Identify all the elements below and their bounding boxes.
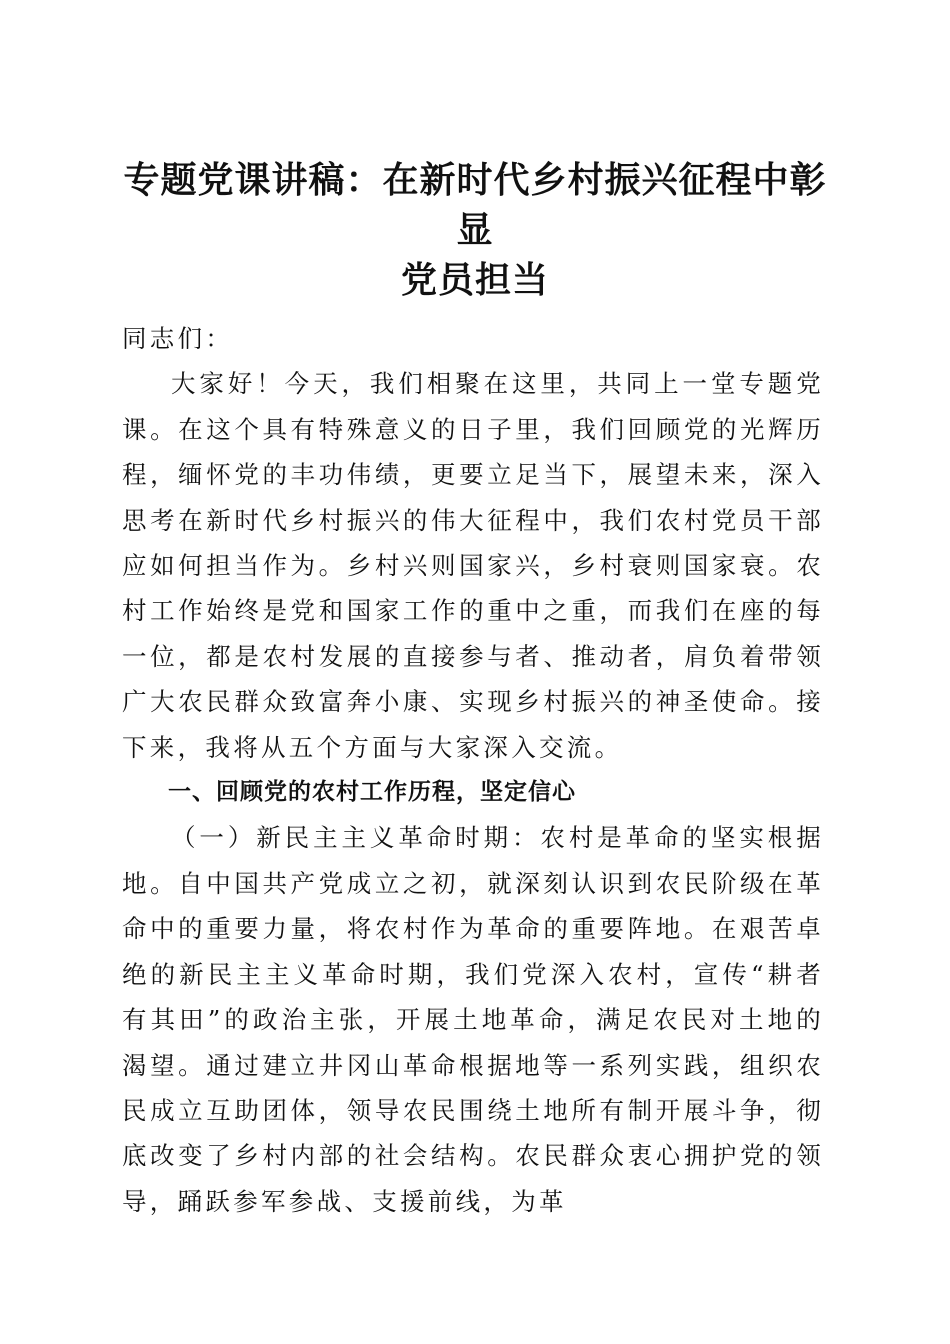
document-title bbox=[110, 155, 840, 305]
title-line-2: 党员担当 bbox=[400, 259, 549, 301]
salutation: 同志们： bbox=[122, 324, 234, 353]
section-1-paragraph: （一）新民主主义革命时期：农村是革命的坚实根据地。自中国共产党成立之初，就深刻认识到农民阶级在革命中的重要力量，将农村作为革命的重要阵地。在艰苦卓绝的新民主主义革命时期，我们党深入农村，宣传“耕者有其田”的政治主张，开展土地革命，满足农民对土地的渴望。通过建立井冈山革命根据地等一系列实践，组织农民成立互助团体，领导农民围绕土地所有制开展斗争，彻底改变了乡村内部的社会结构。农民群众衷心拥护党的领导，踊跃参军参战、支援前线，为革 bbox=[122, 823, 824, 1216]
section-1-heading: 一、回顾党的农村工作历程，坚定信心 bbox=[168, 779, 576, 806]
document-body bbox=[122, 316, 824, 1224]
intro-paragraph: 大家好！今天，我们相聚在这里，共同上一堂专题党课。在这个具有特殊意义的日子里，我们回顾党的光辉历程，缅怀党的丰功伟绩，更要立足当下，展望未来，深入思考在新时代乡村振兴的伟大征程中，我们农村党员干部应如何担当作为。乡村兴则国家兴，乡村衰则国家衰。农村工作始终是党和国家工作的重中之重，而我们在座的每一位，都是农村发展的直接参与者、推动者，肩负着带领广大农民群众致富奔小康、实现乡村振兴的神圣使命。接下来，我将从五个方面与大家深入交流。 bbox=[122, 369, 824, 762]
title-line-1: 专题党课讲稿：在新时代乡村振兴征程中彰显 bbox=[123, 159, 827, 251]
